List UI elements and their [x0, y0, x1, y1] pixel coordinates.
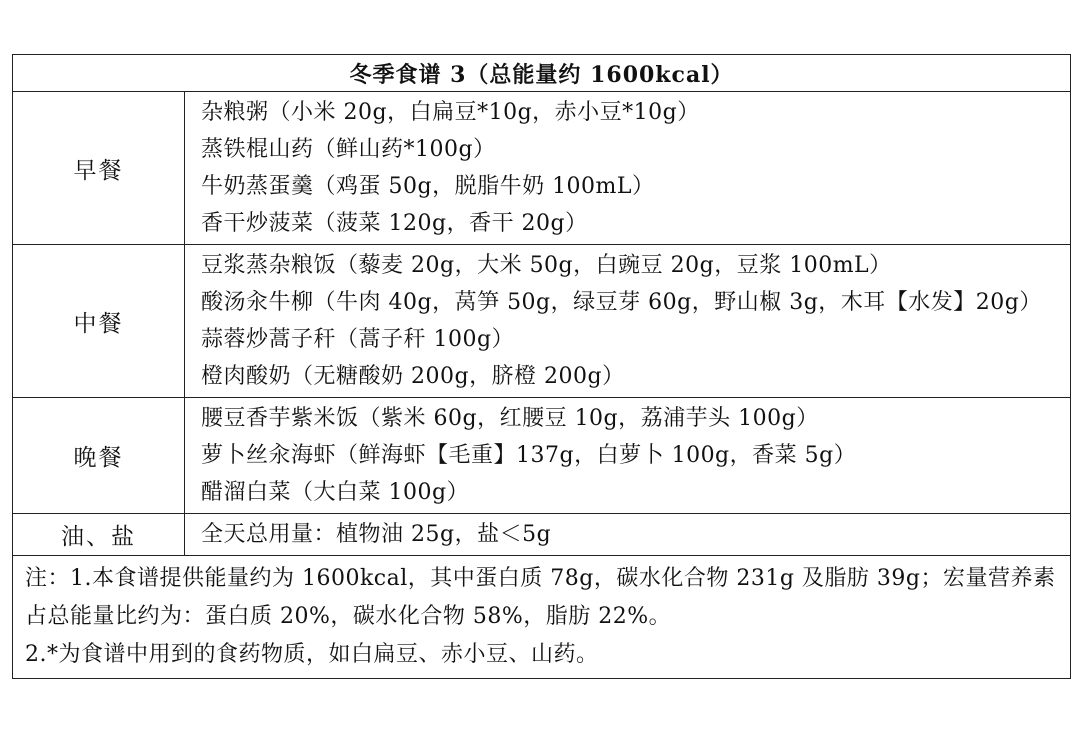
dish-item: 酸汤汆牛柳（牛肉 40g，莴笋 50g，绿豆芽 60g，野山椒 3g，木耳【水发】20g）	[201, 290, 1042, 315]
meal-items-oil-salt	[185, 514, 1071, 556]
dish-item: 全天总用量：植物油 25g，盐＜5g	[201, 522, 552, 547]
dish-item: 牛奶蒸蛋羹（鸡蛋 50g，脱脂牛奶 100mL）	[201, 174, 655, 199]
recipe-table	[12, 54, 1071, 679]
note-line: 2.*为食谱中用到的食药物质，如白扁豆、赤小豆、山药。	[25, 642, 599, 667]
meal-items-lunch	[185, 245, 1071, 398]
meal-row-dinner	[13, 398, 1071, 514]
meal-row-breakfast	[13, 92, 1071, 245]
dish-item: 腰豆香芋紫米饭（紫米 60g，红腰豆 10g，荔浦芋头 100g）	[201, 406, 819, 431]
notes-cell	[13, 556, 1071, 679]
notes-row	[13, 556, 1071, 679]
dish-item: 豆浆蒸杂粮饭（藜麦 20g，大米 50g，白豌豆 20g，豆浆 100mL）	[201, 253, 892, 278]
title-row	[13, 55, 1071, 92]
meal-items-breakfast	[185, 92, 1071, 245]
dish-item: 蒜蓉炒蒿子秆（蒿子秆 100g）	[201, 327, 515, 352]
table-title: 冬季食谱 3（总能量约 1600kcal）	[13, 55, 1071, 92]
dish-item: 萝卜丝汆海虾（鲜海虾【毛重】137g，白萝卜 100g，香菜 5g）	[201, 443, 857, 468]
meal-name-oil-salt: 油、盐	[13, 514, 185, 556]
meal-row-lunch	[13, 245, 1071, 398]
meal-row-oil-salt	[13, 514, 1071, 556]
meal-items-dinner	[185, 398, 1071, 514]
dish-item: 香干炒菠菜（菠菜 120g，香干 20g）	[201, 211, 588, 236]
meal-name-breakfast: 早餐	[13, 92, 185, 245]
dish-item: 杂粮粥（小米 20g，白扁豆*10g，赤小豆*10g）	[201, 100, 700, 125]
meal-name-dinner: 晚餐	[13, 398, 185, 514]
dish-item: 橙肉酸奶（无糖酸奶 200g，脐橙 200g）	[201, 364, 625, 389]
meal-name-lunch: 中餐	[13, 245, 185, 398]
note-line: 注：1.本食谱提供能量约为 1600kcal，其中蛋白质 78g，碳水化合物 231g 及脂肪 39g；宏量营养素占总能量比约为：蛋白质 20%，碳水化合物 58%，脂肪 22%。	[25, 566, 1056, 629]
recipe-document	[12, 54, 1070, 679]
dish-item: 蒸铁棍山药（鲜山药*100g）	[201, 137, 496, 162]
dish-item: 醋溜白菜（大白菜 100g）	[201, 480, 470, 505]
